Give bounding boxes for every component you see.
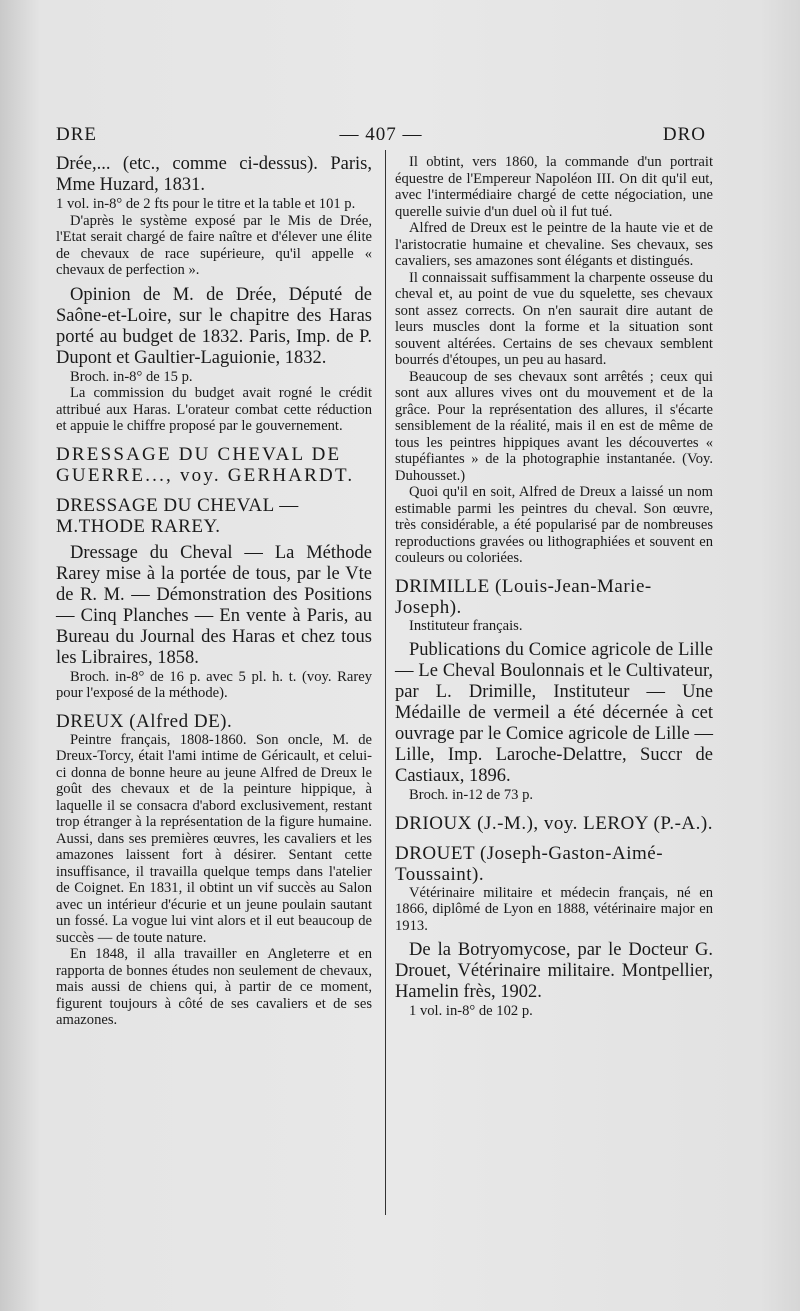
paragraph: Alfred de Dreux est le peintre de la haute vie et de l'aristocratie humaine et chevaline. Ses chevaux, ses cavaliers, ses amazones sont élégants et distingués. — [395, 220, 713, 269]
paragraph: Beaucoup de ses chevaux sont arrêtés ; ceux qui sont aux allures vives ont du mouvement et de la grâce. Pour la représentation des allures, il s'écarte sensiblement de la réalité, mais il en est de même de tous les peintres hippiques avant les découvertes « stupéfiantes » de la photographie instantanée. (Voy. Duhousset.) — [395, 368, 713, 484]
entry-heading: DRIOUX (J.-M.), voy. LEROY (P.-A.). — [395, 812, 713, 834]
paragraph: Publications du Comice agricole de Lille — Le Cheval Boulonnais et le Cultivateur, par L. Drimille, Instituteur — Une Médaille de vermeil a été décernée à cet ouvrage par le Comice agricole de Lille — Lille, Imp. Laroche-Delattre, Succr de Castiaux, 1896. — [395, 640, 713, 786]
entry-heading: DRIMILLE (Louis-Jean-Marie-Joseph). — [395, 575, 652, 618]
paragraph: Il connaissait suffisamment la charpente osseuse du cheval et, au point de vue du squelette, ses chevaux sont assez corrects. On n'en saurait dire autant de leurs muscles dont la forme et la situation sont souvent altérées. Certains de ses chevaux semblent bourrés d'étoupes, un peu au hasard. — [395, 269, 713, 368]
entry-heading: DRESSAGE DU CHEVAL DE GUERRE..., voy. GERHARDT. — [56, 443, 355, 486]
paragraph: Instituteur français. — [409, 617, 523, 634]
paragraph: Quoi qu'il en soit, Alfred de Dreux a laissé un nom estimable parmi les peintres du cheval. Son œuvre, très considérable, a été popularisé par de nombreuses reproductions gravées ou lithographiées et souvent en couleurs ou coloriées. — [395, 484, 713, 566]
paragraph: Opinion de M. de Drée, Député de Saône-et-Loire, sur le chapitre des Haras porté au budget de 1832. Paris, Imp. de P. Dupont et Gaultier-Laguionie, 1832. — [56, 284, 372, 368]
column-divider — [385, 150, 386, 1215]
paragraph: Drée,... (etc., comme ci-dessus). Paris, Mme Huzard, 1831. — [56, 154, 372, 195]
entry-heading: DREUX (Alfred DE). — [56, 710, 233, 732]
paragraph: Broch. in-8° de 16 p. avec 5 pl. h. t. (voy. Rarey pour l'exposé de la méthode). — [56, 668, 372, 701]
entry-heading: DRESSAGE DU CHEVAL — M.THODE RAREY. — [56, 494, 299, 537]
running-header — [56, 124, 706, 152]
paragraph: Broch. in-12 de 73 p. — [409, 787, 534, 803]
paragraph: Peintre français, 1808-1860. Son oncle, M. de Dreux-Torcy, était l'ami intime de Géricault, et celui-ci donna de bonne heure au jeune Alfred de Dreux le goût des chevaux et de la peinture hippique, à laquelle il se consacra d'abord exclusivement, restant trop étranger à la représentation de la figure humaine. Aussi, dans ses premières œuvres, les cavaliers et les amazones laissent fort à désirer. Sentant cette insuffisance, il travailla quelque temps dans l'atelier de Coignet. En 1831, il obtint un vif succès au Salon avec un intérieur d'écurie et un jeune poulain sautant un fossé. La vogue lui vint alors et il eut beaucoup de succès — de toute nature. — [56, 731, 372, 946]
paragraph: Dressage du Cheval — La Méthode Rarey mise à la portée de tous, par le Vte de R. M. — Démonstration des Positions — Cinq Planches — En vente à Paris, au Bureau du Journal des Haras et chez tous les Libraires, 1858. — [56, 542, 372, 668]
paragraph: Vétérinaire militaire et médecin français, né en 1866, diplômé de Lyon en 1888, vétérinaire major en 1913. — [395, 884, 713, 934]
paragraph: Broch. in-8° de 15 p. — [70, 368, 193, 385]
paragraph: La commission du budget avait rogné le crédit attribué aux Haras. L'orateur combat cette réduction et appuie le chiffre proposé par le gouvernement. — [56, 385, 372, 434]
paragraph: Il obtint, vers 1860, la commande d'un portrait équestre de l'Empereur Napoléon III. On dit qu'il eut, avec l'intermédiaire chargé de cette négociation, une querelle suivie d'un duel où il fut tué. — [395, 154, 713, 220]
paragraph: D'après le système exposé par le Mis de Drée, l'Etat serait chargé de faire naître et d'élever une élite de chevaux de race supérieure, qu'il appelle « chevaux de perfection ». — [56, 212, 372, 278]
paragraph: 1 vol. in-8° de 2 fts pour le titre et la table et 101 p. — [56, 196, 356, 212]
paragraph: 1 vol. in-8° de 102 p. — [409, 1003, 533, 1019]
right-column — [395, 154, 713, 1020]
paragraph: De la Botryomycose, par le Docteur G. Drouet, Vétérinaire militaire. Montpellier, Hamelin frès, 1902. — [395, 940, 713, 1002]
header-left: DRE — [56, 124, 97, 145]
header-right: DRO — [662, 124, 706, 145]
paragraph: En 1848, il alla travailler en Angleterre et en rapporta de bonnes études non seulement de chevaux, mais aussi de chiens qui, à partir de ce moment, figurent toujours à côté de ses cavaliers et de ses amazones. — [56, 946, 372, 1028]
page-number: — 407 — — [339, 124, 423, 145]
left-column — [56, 154, 372, 1029]
entry-heading: DROUET (Joseph-Gaston-Aimé-Toussaint). — [395, 842, 664, 885]
